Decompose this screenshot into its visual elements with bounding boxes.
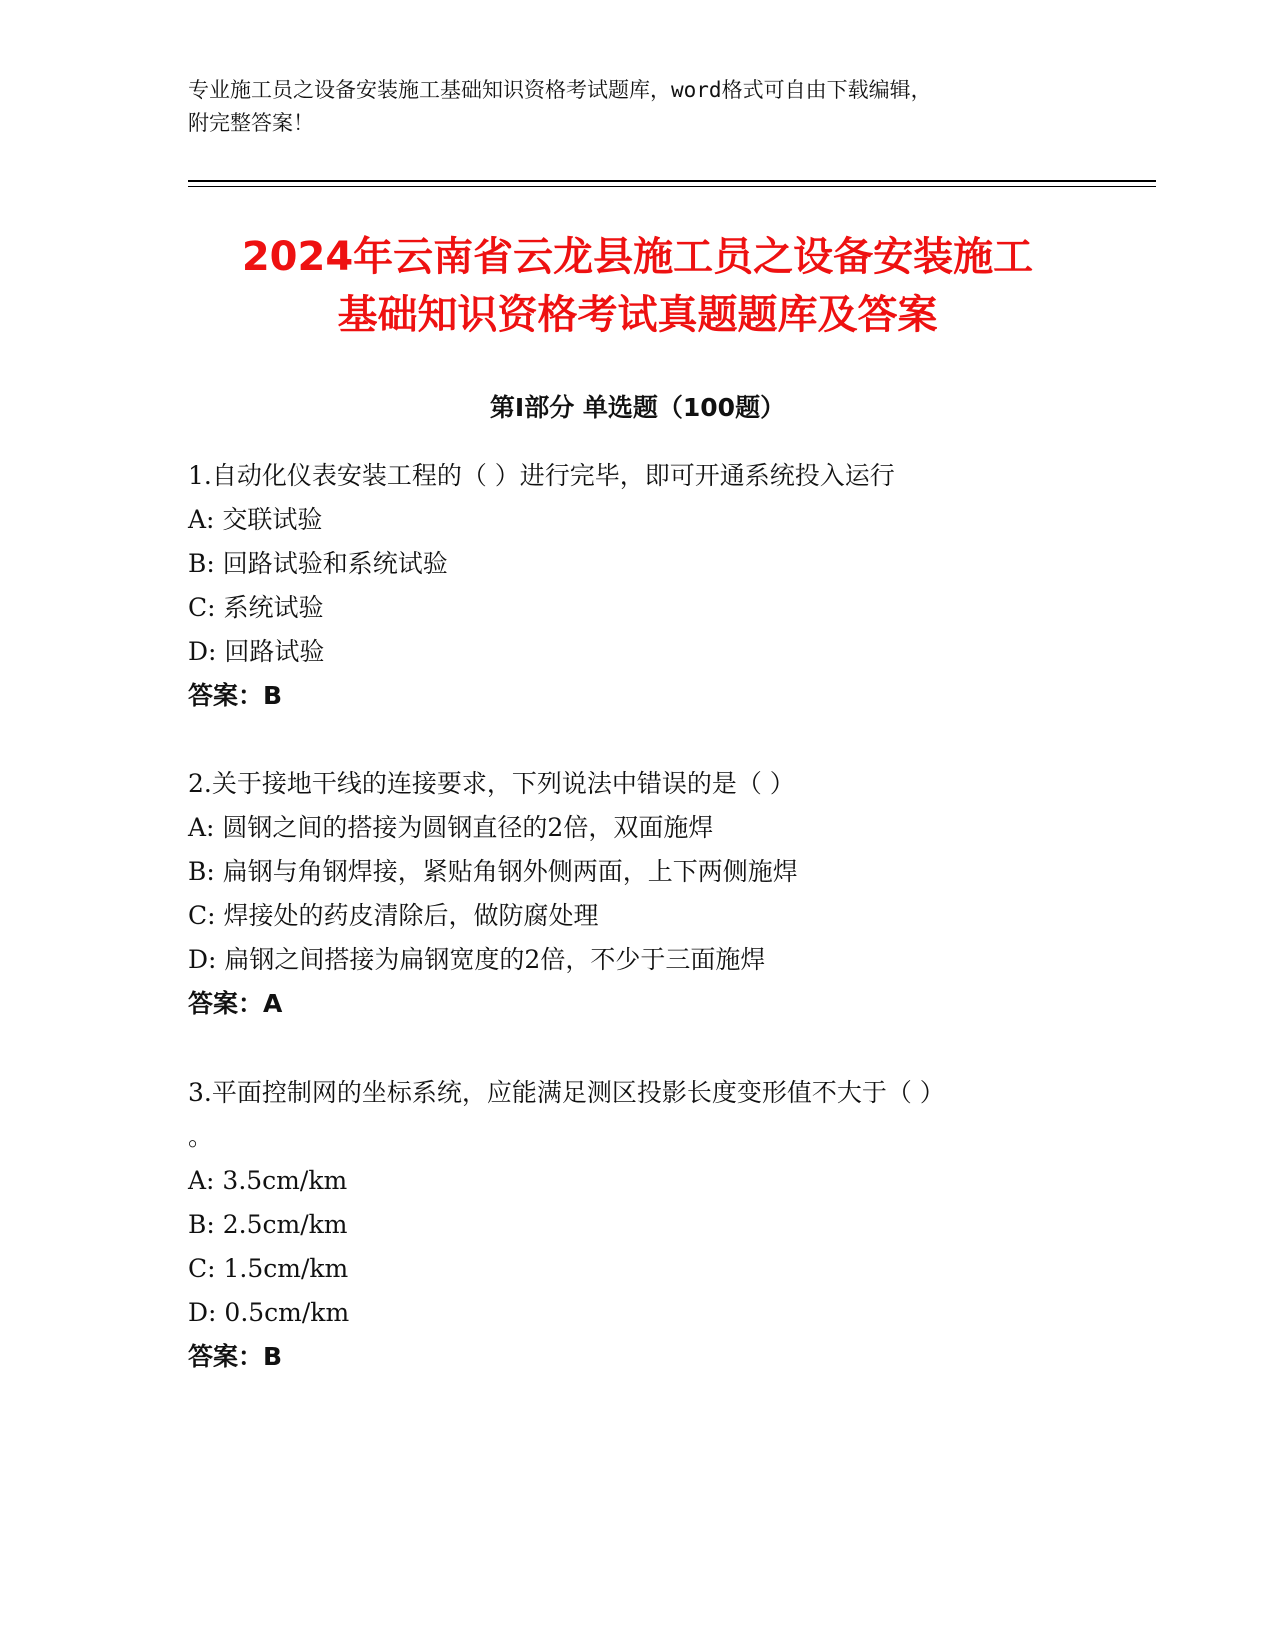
header-note-line2: 附完整答案！: [188, 111, 314, 135]
question-3-option-a: A: 3.5cm/km: [188, 1166, 348, 1195]
header-note: [188, 74, 1088, 140]
question-3-option-c: C: 1.5cm/km: [188, 1254, 349, 1283]
question-2-option-a: A: 圆钢之间的搭接为圆钢直径的2倍，双面施焊: [188, 813, 714, 842]
question-1-option-a: A: 交联试验: [188, 505, 323, 534]
question-2-answer: 答案：A: [188, 989, 283, 1018]
question-2-option-d: D: 扁钢之间搭接为扁钢宽度的2倍，不少于三面施焊: [188, 945, 766, 974]
question-1-stem: 1.自动化仪表安装工程的（ ）进行完毕，即可开通系统投入运行: [188, 461, 895, 490]
header-divider-thick: [188, 180, 1156, 182]
question-3-option-b: B: 2.5cm/km: [188, 1210, 348, 1239]
header-note-line1: 专业施工员之设备安装施工基础知识资格考试题库，word格式可自由下载编辑，: [188, 78, 932, 102]
question-2-stem: 2.关于接地干线的连接要求，下列说法中错误的是（ ）: [188, 769, 795, 798]
question-1-option-d: D: 回路试验: [188, 637, 325, 666]
question-1-option-b: B: 回路试验和系统试验: [188, 549, 448, 578]
question-1-answer: 答案：B: [188, 681, 283, 710]
question-2-option-b: B: 扁钢与角钢焊接，紧贴角钢外侧两面，上下两侧施焊: [188, 857, 798, 886]
question-3-stem: 3.平面控制网的坐标系统，应能满足测区投影长度变形值不大于（ ）: [188, 1078, 945, 1107]
question-3-answer: 答案：B: [188, 1342, 283, 1371]
header-divider-thin: [188, 186, 1156, 187]
document-title-line1: 2024年云南省云龙县施工员之设备安装施工: [241, 234, 1034, 280]
question-1-option-c: C: 系统试验: [188, 593, 324, 622]
question-2-option-c: C: 焊接处的药皮清除后，做防腐处理: [188, 901, 599, 930]
document-title: [100, 228, 1175, 344]
document-title-line2: 基础知识资格考试真题题库及答案: [337, 292, 938, 338]
section-title: 第Ⅰ部分 单选题（100题）: [489, 393, 786, 422]
question-3-stem-continuation: 。: [188, 1122, 214, 1151]
question-3-option-d: D: 0.5cm/km: [188, 1298, 350, 1327]
